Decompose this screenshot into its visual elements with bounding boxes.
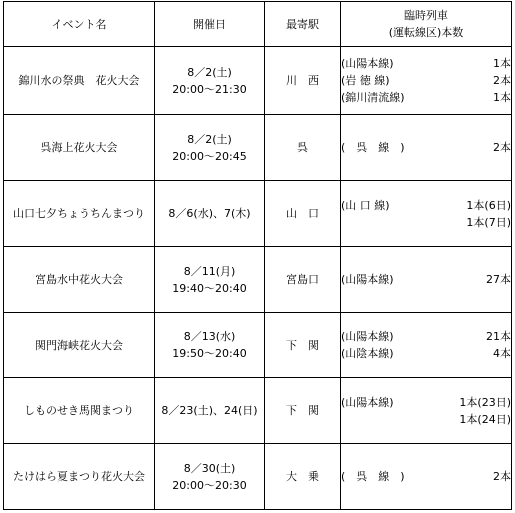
trains-cell [341,115,512,181]
train-count: 2本 [493,470,511,483]
table-row [4,181,512,247]
station-name: 川 西 [265,47,341,115]
event-name: 宮島水中花火大会 [4,247,155,313]
event-date [155,378,265,444]
train-line-row [341,468,511,485]
event-name: 呉海上花火大会 [4,115,155,181]
table-row [4,378,512,444]
header-event-name: イベント名 [4,2,155,47]
train-line-row [341,89,511,106]
header-row [4,2,512,47]
train-line-row [341,271,511,288]
train-line: (錦川清流線) [341,91,405,104]
time-text: 19:40～20:40 [172,281,247,295]
event-name: 山口七夕ちょうちんまつり [4,181,155,247]
time-text: 20:00～20:45 [172,149,247,163]
train-line: (山陰本線) [341,347,394,360]
train-line: (山陽本線) [341,273,394,286]
train-line: (山陽本線) [341,57,394,70]
header-trains-line1: 臨時列車 [404,9,448,22]
table-row [4,444,512,510]
train-line-row [341,411,511,428]
train-line: (山陽本線) [341,395,394,409]
event-name: 関門海峡花火大会 [4,313,155,378]
train-count: 1本(23日) [459,395,511,409]
train-count: 1本 [493,57,511,70]
event-name: 錦川水の祭典 花火大会 [4,47,155,115]
event-date [155,247,265,313]
train-count: 27本 [486,273,511,286]
train-line-row [341,345,511,362]
train-count: 1本 [493,91,511,104]
time-text: 20:00～20:30 [172,478,247,492]
station-name: 下 関 [265,378,341,444]
train-count: 4本 [493,347,511,360]
train-line: (山陽本線) [341,330,394,343]
train-line: (岩 徳 線) [341,74,390,87]
train-line-row [341,328,511,345]
event-date [155,115,265,181]
station-name: 山 口 [265,181,341,247]
train-line-row [341,72,511,89]
train-line-row [341,55,511,72]
header-date: 開催日 [155,2,265,47]
train-line-row [341,197,511,214]
header-trains-line2: (運転線区)本数 [388,26,464,39]
date-text: 8／6(水)、7(木) [168,207,251,220]
train-line: ( 呉 線 ) [341,141,405,154]
train-line-row [341,214,511,231]
trains-cell [341,313,512,378]
train-count: 2本 [493,74,511,87]
train-line: (山 口 線) [341,198,390,212]
date-text: 8／13(水) [183,330,236,343]
date-text: 8／30(土) [183,461,236,475]
events-table [3,1,512,510]
table-row [4,313,512,378]
event-date [155,313,265,378]
event-date [155,181,265,247]
trains-cell [341,378,512,444]
table-row [4,115,512,181]
train-line-row [341,394,511,411]
train-count: 2本 [493,141,511,154]
station-name: 呉 [265,115,341,181]
train-count: 21本 [486,330,511,343]
time-text: 19:50～20:40 [172,347,247,360]
header-station: 最寄駅 [265,2,341,47]
table-row [4,247,512,313]
trains-cell [341,181,512,247]
trains-cell [341,444,512,510]
trains-cell [341,47,512,115]
time-text: 20:00～21:30 [172,82,247,96]
station-name: 大 乗 [265,444,341,510]
event-date [155,47,265,115]
header-trains [341,2,512,47]
train-count: 1本(6日) [466,198,511,212]
date-text: 8／2(土) [187,65,232,79]
train-line-row [341,139,511,156]
trains-cell [341,247,512,313]
station-name: 宮島口 [265,247,341,313]
station-name: 下 関 [265,313,341,378]
date-text: 8／2(土) [187,132,232,146]
event-name: しものせき馬関まつり [4,378,155,444]
train-line: ( 呉 線 ) [341,470,405,483]
table-row [4,47,512,115]
event-name: たけはら夏まつり花火大会 [4,444,155,510]
event-date [155,444,265,510]
train-count: 1本(24日) [459,412,511,426]
date-text: 8／11(月) [183,264,236,278]
train-count: 1本(7日) [466,215,511,229]
date-text: 8／23(土)、24(日) [161,404,258,417]
